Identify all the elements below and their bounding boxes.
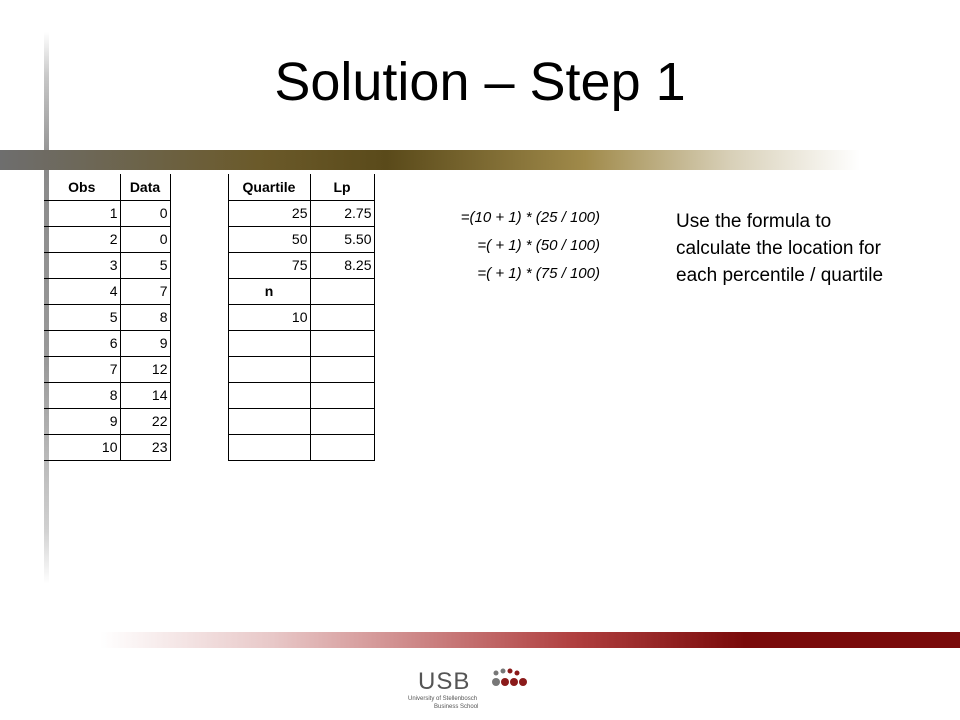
usb-logo-dots-icon: [490, 668, 530, 694]
cell-quartile-n-value: 10: [228, 304, 310, 330]
header-obs: Obs: [44, 174, 120, 200]
cell-obs: 5: [44, 304, 120, 330]
cell-lp: 5.50: [310, 226, 374, 252]
cell-data: 5: [120, 252, 170, 278]
usb-logo-line2: Business School: [434, 704, 479, 710]
table-row: [44, 252, 374, 278]
cell-quartile: [228, 408, 310, 434]
cell-lp: [310, 356, 374, 382]
cell-lp: [310, 434, 374, 460]
cell-blank: [170, 356, 228, 382]
cell-blank: [170, 200, 228, 226]
cell-blank: [170, 226, 228, 252]
cell-quartile: [228, 356, 310, 382]
table-header-row: [44, 174, 374, 200]
cell-data: 9: [120, 330, 170, 356]
cell-obs: 4: [44, 278, 120, 304]
formula-list: [396, 204, 600, 288]
cell-blank: [170, 382, 228, 408]
cell-lp: [310, 382, 374, 408]
cell-lp: [310, 330, 374, 356]
cell-lp: 2.75: [310, 200, 374, 226]
table-row: [44, 382, 374, 408]
cell-quartile: 75: [228, 252, 310, 278]
table-row: [44, 356, 374, 382]
formula-q25: =(10 + 1) * (25 / 100): [460, 209, 600, 226]
cell-quartile: 50: [228, 226, 310, 252]
cell-obs: 9: [44, 408, 120, 434]
usb-logo-line1: University of Stellenbosch: [408, 696, 478, 702]
observations-table: [44, 174, 375, 461]
cell-obs: 2: [44, 226, 120, 252]
cell-data: 12: [120, 356, 170, 382]
cell-quartile: [228, 434, 310, 460]
cell-blank: [170, 252, 228, 278]
cell-data: 14: [120, 382, 170, 408]
table-row: [44, 330, 374, 356]
usb-logo-text: USB: [418, 668, 471, 695]
cell-obs: 10: [44, 434, 120, 460]
cell-blank: [170, 408, 228, 434]
cell-lp: 8.25: [310, 252, 374, 278]
table-row: [44, 200, 374, 226]
cell-lp: [310, 408, 374, 434]
table-row: [44, 304, 374, 330]
cell-obs: 8: [44, 382, 120, 408]
slide-title: Solution – Step 1: [274, 52, 686, 112]
cell-quartile: [228, 330, 310, 356]
cell-data: 7: [120, 278, 170, 304]
footer-accent-bar: [100, 632, 960, 648]
cell-lp: [310, 304, 374, 330]
header-lp: Lp: [310, 174, 374, 200]
cell-obs: 1: [44, 200, 120, 226]
title-divider-bar: [0, 150, 860, 170]
cell-blank: [170, 330, 228, 356]
header-data: Data: [120, 174, 170, 200]
cell-data: 0: [120, 226, 170, 252]
table-row: [44, 226, 374, 252]
cell-blank: [170, 278, 228, 304]
cell-data: 0: [120, 200, 170, 226]
cell-data: 22: [120, 408, 170, 434]
table-row: [44, 434, 374, 460]
cell-obs: 6: [44, 330, 120, 356]
table-row: [44, 278, 374, 304]
cell-quartile-n-label: n: [228, 278, 310, 304]
cell-quartile: 25: [228, 200, 310, 226]
table-row: [44, 408, 374, 434]
cell-quartile: [228, 382, 310, 408]
header-quartile: Quartile: [228, 174, 310, 200]
cell-data: 8: [120, 304, 170, 330]
cell-obs: 3: [44, 252, 120, 278]
cell-blank: [170, 434, 228, 460]
instruction-note: Use the formula to calculate the location for each percentile / quartile: [676, 211, 884, 286]
cell-data: 23: [120, 434, 170, 460]
cell-obs: 7: [44, 356, 120, 382]
formula-q75: =( + 1) * (75 / 100): [477, 265, 600, 282]
cell-blank: [170, 304, 228, 330]
formula-q50: =( + 1) * (50 / 100): [477, 237, 600, 254]
usb-logo: [404, 668, 534, 718]
header-blank: [170, 174, 228, 200]
cell-lp: [310, 278, 374, 304]
